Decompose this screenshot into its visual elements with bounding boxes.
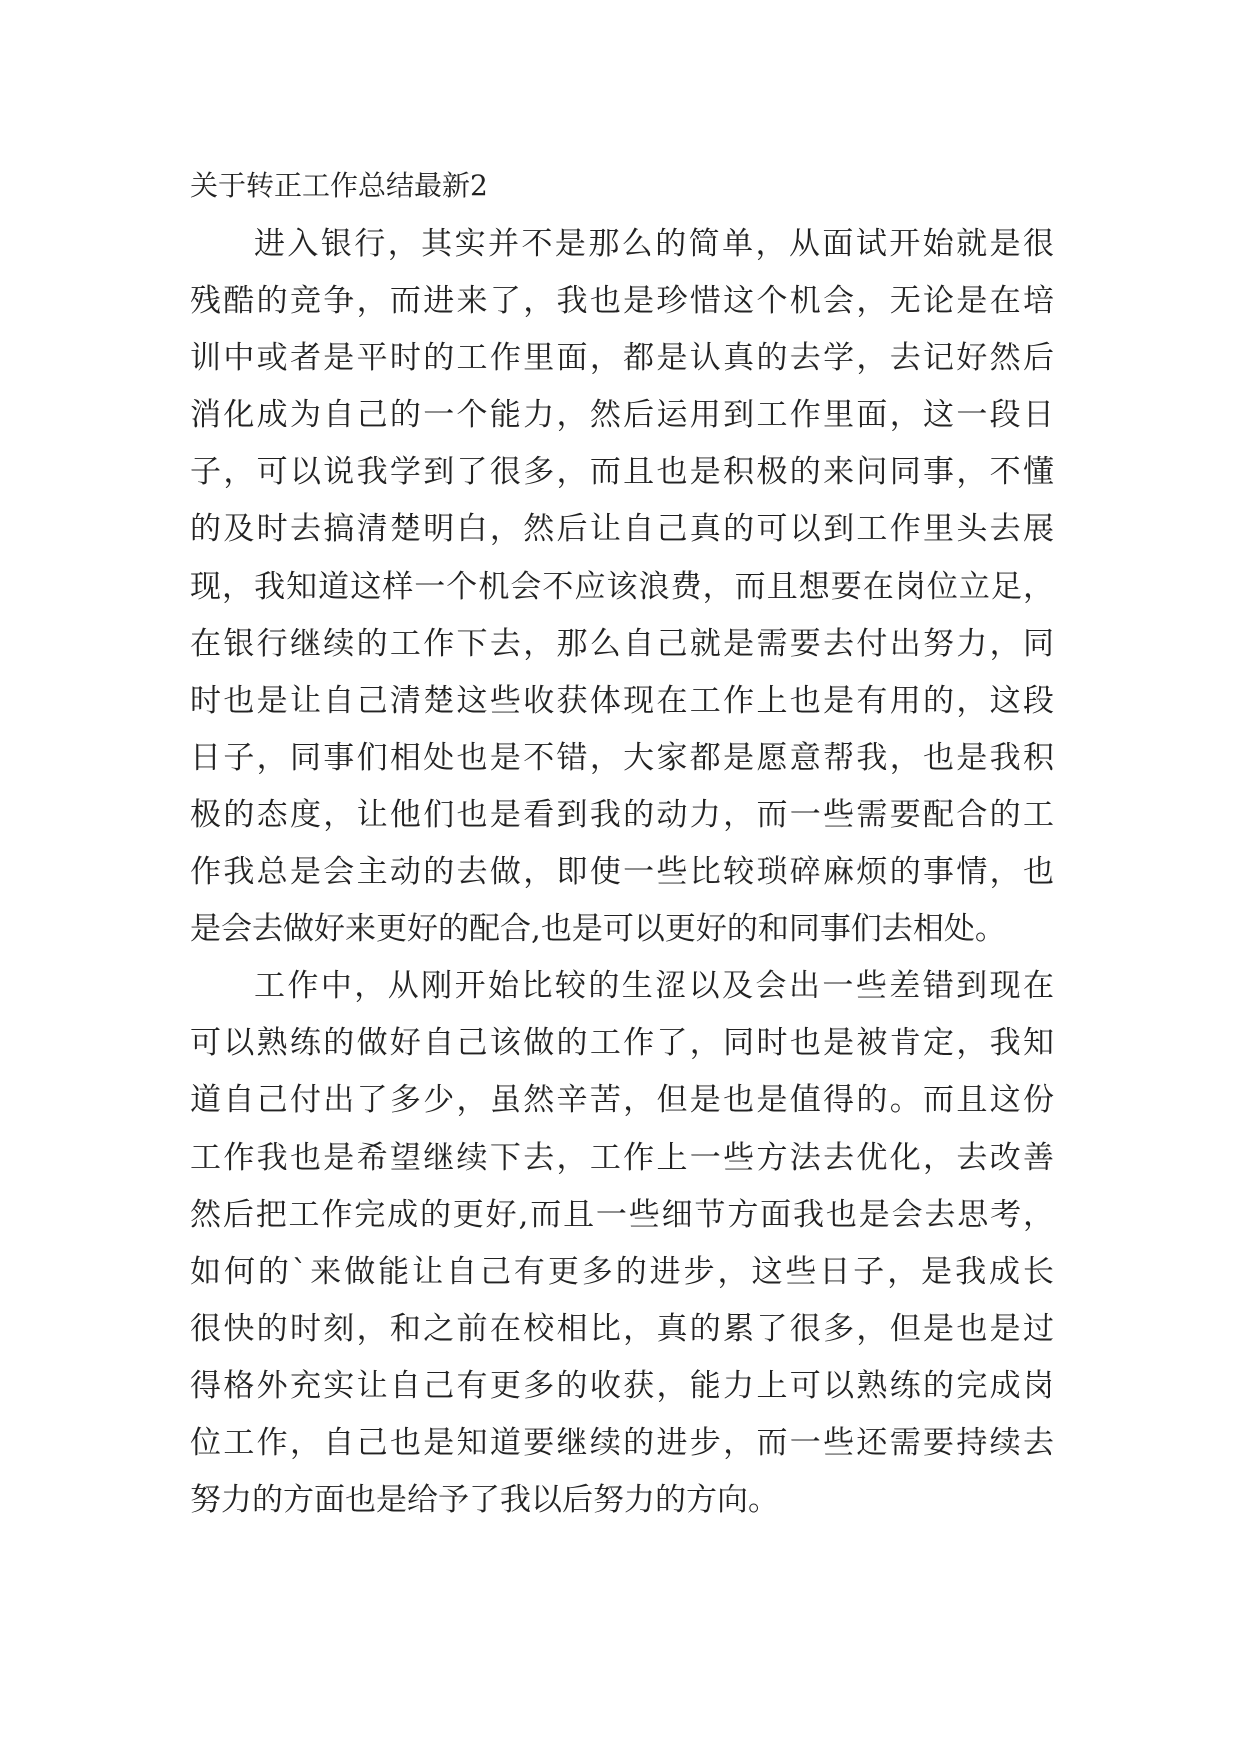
document-body	[190, 216, 1054, 1529]
paragraph-line: 道自己付出了多少，虽然辛苦，但是也是值得的。而且这份	[190, 1082, 1054, 1119]
paragraph-line: 是会去做好来更好的配合,也是可以更好的和同事们去相处。	[190, 911, 1006, 948]
paragraph-line: 然后把工作完成的更好,而且一些细节方面我也是会去思考，	[190, 1196, 1054, 1233]
paragraph-line: 工作中，从刚开始比较的生涩以及会出一些差错到现在	[254, 968, 1054, 1005]
paragraph-line: 残酷的竞争，而进来了，我也是珍惜这个机会，无论是在培	[190, 283, 1054, 320]
paragraph-line: 现，我知道这样一个机会不应该浪费，而且想要在岗位立足，	[190, 568, 1054, 605]
paragraph-line: 消化成为自己的一个能力，然后运用到工作里面，这一段日	[190, 397, 1054, 434]
document-title: 关于转正工作总结最新2	[190, 169, 488, 202]
paragraph-line: 工作我也是希望继续下去，工作上一些方法去优化，去改善	[190, 1139, 1054, 1176]
paragraph-line: 在银行继续的工作下去，那么自己就是需要去付出努力，同	[190, 625, 1054, 662]
paragraph-line: 得格外充实让自己有更多的收获，能力上可以熟练的完成岗	[190, 1367, 1054, 1404]
paragraph	[190, 216, 1054, 958]
paragraph-line: 努力的方面也是给予了我以后努力的方向。	[190, 1482, 779, 1519]
paragraph-line: 进入银行，其实并不是那么的简单，从面试开始就是很	[254, 226, 1054, 262]
paragraph-line: 位工作，自己也是知道要继续的进步，而一些还需要持续去	[190, 1424, 1054, 1461]
paragraph-line: 极的态度，让他们也是看到我的动力，而一些需要配合的工	[190, 796, 1054, 833]
paragraph	[190, 958, 1054, 1529]
paragraph-line: 日子，同事们相处也是不错，大家都是愿意帮我，也是我积	[190, 739, 1054, 776]
paragraph-line: 时也是让自己清楚这些收获体现在工作上也是有用的，这段	[190, 682, 1054, 719]
paragraph-line: 子，可以说我学到了很多，而且也是积极的来问同事，不懂	[190, 454, 1054, 491]
paragraph-line: 的及时去搞清楚明白，然后让自己真的可以到工作里头去展	[190, 511, 1054, 548]
paragraph-line: 作我总是会主动的去做，即使一些比较琐碎麻烦的事情，也	[190, 854, 1054, 891]
paragraph-line: 如何的`来做能让自己有更多的进步，这些日子，是我成长	[190, 1253, 1054, 1290]
paragraph-line: 训中或者是平时的工作里面，都是认真的去学，去记好然后	[190, 340, 1054, 377]
paragraph-line: 很快的时刻，和之前在校相比，真的累了很多，但是也是过	[190, 1310, 1054, 1347]
paragraph-line: 可以熟练的做好自己该做的工作了，同时也是被肯定，我知	[190, 1025, 1054, 1062]
